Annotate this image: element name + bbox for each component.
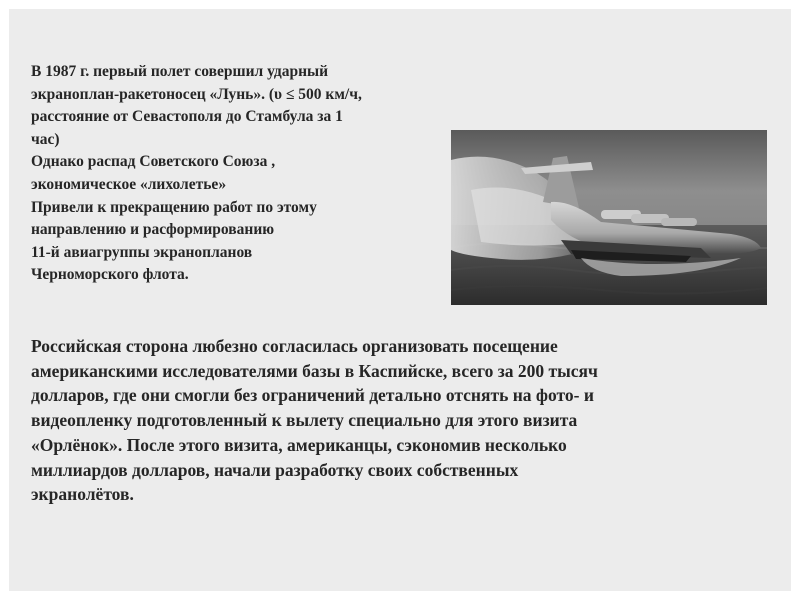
text-line: Российская сторона любезно согласилась организовать посещение: [31, 336, 558, 356]
text-line: Привели к прекращению работ по этому: [31, 198, 317, 216]
text-line: 11-й авиагруппы экранопланов: [31, 243, 253, 261]
text-line: направлению и расформированию: [31, 221, 275, 239]
text-line: расстояние от Севастополя до Стамбула за 1: [31, 108, 343, 126]
text-line: экранолётов.: [31, 484, 134, 505]
slide: [9, 9, 791, 591]
text-line: американскими исследователями базы в Каспийске, всего за 200 тысяч: [31, 360, 598, 381]
text-line: В 1987 г. первый полет совершил ударный: [31, 63, 329, 80]
text-line: экономическое «лихолетье»: [31, 175, 227, 193]
text-line: видеопленку подготовленный к вылету специально для этого визита: [31, 410, 578, 431]
text-line: миллиардов долларов, начали разработку своих собственных: [31, 459, 519, 480]
visit-paragraph: [31, 334, 771, 507]
text-line: долларов, где они смогли без ограничений детально отснять на фото- и: [31, 385, 594, 406]
ekranoplan-photo: [451, 130, 767, 305]
history-paragraph: [31, 61, 461, 287]
text-line: «Орлёнок». После этого визита, американцы, сэкономив несколько: [31, 434, 567, 455]
text-line: Однако распад Советского Союза ,: [31, 153, 276, 171]
text-line: экраноплан-ракетоносец «Лунь». (υ ≤ 500 км/ч,: [31, 85, 362, 103]
text-line: час): [31, 130, 60, 148]
text-line: Черноморского флота.: [31, 266, 189, 284]
